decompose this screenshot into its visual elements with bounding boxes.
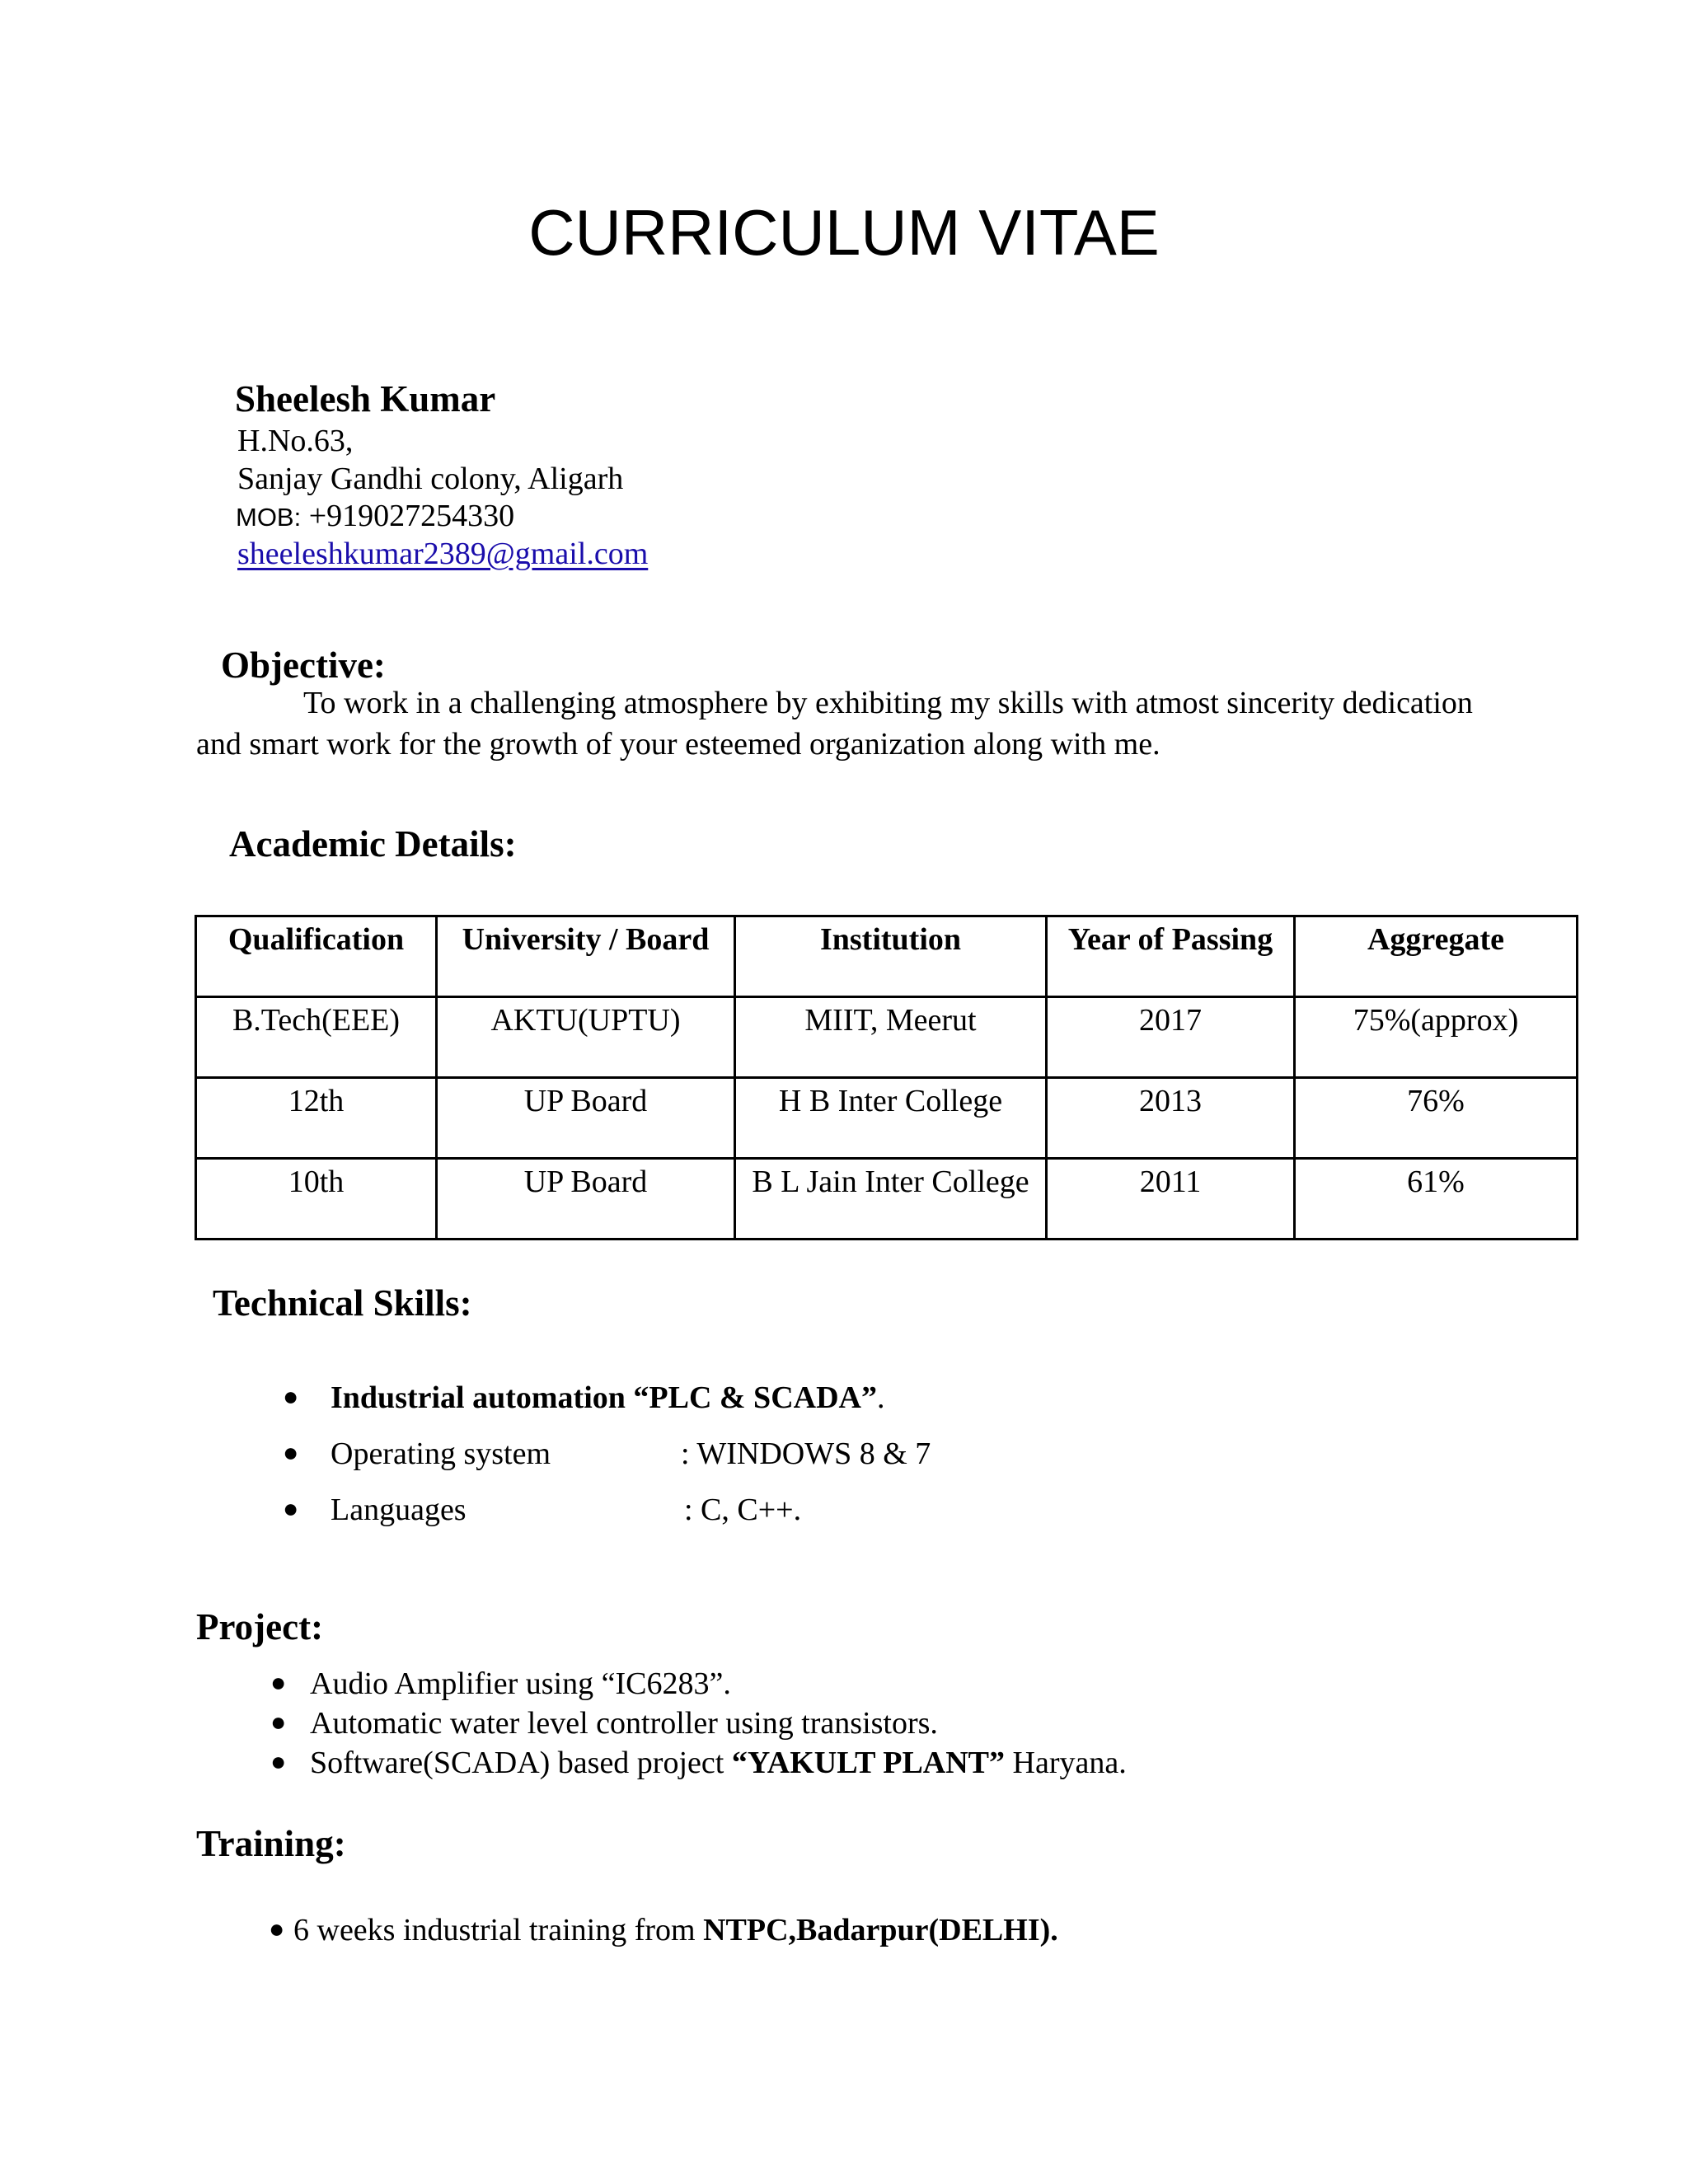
- table-cell: B.Tech(EEE): [196, 997, 437, 1078]
- table-cell: B L Jain Inter College: [735, 1159, 1047, 1240]
- mobile-number: +919027254330: [301, 499, 515, 533]
- table-cell: UP Board: [437, 1159, 735, 1240]
- list-item-value: : C, C++.: [684, 1493, 802, 1527]
- bullet-icon: ●: [283, 1493, 299, 1523]
- table-cell: 76%: [1295, 1078, 1578, 1159]
- mobile-label: MOB:: [236, 503, 302, 532]
- list-item: Software(SCADA) based project “YAKULT PLANT” Haryana.: [310, 1746, 1127, 1780]
- table-header-row: [196, 916, 1578, 997]
- candidate-name: Sheelesh Kumar: [235, 378, 496, 419]
- column-header: Qualification: [196, 916, 437, 997]
- column-header: Institution: [735, 916, 1047, 997]
- table-cell: 2017: [1047, 997, 1295, 1078]
- table-row: [196, 1159, 1578, 1240]
- column-header: Year of Passing: [1047, 916, 1295, 997]
- table-cell: 2013: [1047, 1078, 1295, 1159]
- training-heading: Training:: [196, 1823, 346, 1864]
- objective-heading: Objective:: [221, 644, 386, 686]
- table-cell: 2011: [1047, 1159, 1295, 1240]
- bullet-icon: ●: [270, 1746, 287, 1776]
- project-heading: Project:: [196, 1606, 324, 1647]
- list-item: Audio Amplifier using “IC6283”.: [310, 1666, 731, 1701]
- email-link[interactable]: sheeleshkumar2389@gmail.com: [237, 537, 649, 571]
- mobile-line: [236, 497, 514, 537]
- list-item: 6 weeks industrial training from NTPC,Badarpur(DELHI).: [293, 1913, 1058, 1947]
- academic-table: [195, 915, 1578, 1240]
- table-row: [196, 997, 1578, 1078]
- page-title: CURRICULUM VITAE: [528, 196, 1160, 269]
- bullet-icon: ●: [269, 1914, 285, 1943]
- bullet-icon: ●: [283, 1381, 299, 1411]
- bullet-icon: ●: [283, 1437, 299, 1467]
- list-item: Industrial automation “PLC & SCADA”.: [331, 1380, 885, 1415]
- objective-text: To work in a challenging atmosphere by exhibiting my skills with atmost sincerity dedication and smart work for the growth of your esteemed organization along with me.: [196, 686, 1473, 762]
- table-cell: 75%(approx): [1295, 997, 1578, 1078]
- technical-skills-heading: Technical Skills:: [213, 1282, 472, 1324]
- table-cell: 10th: [196, 1159, 437, 1240]
- table-cell: H B Inter College: [735, 1078, 1047, 1159]
- table-row: [196, 1078, 1578, 1159]
- table-cell: 12th: [196, 1078, 437, 1159]
- address-line-2: Sanjay Gandhi colony, Aligarh: [237, 462, 624, 496]
- list-item: Automatic water level controller using transistors.: [310, 1706, 938, 1741]
- bullet-icon: ●: [270, 1707, 287, 1736]
- list-item-label: Languages: [331, 1493, 467, 1527]
- table-cell: 61%: [1295, 1159, 1578, 1240]
- table-cell: AKTU(UPTU): [437, 997, 735, 1078]
- address-line-1: H.No.63,: [237, 424, 354, 458]
- table-cell: UP Board: [437, 1078, 735, 1159]
- academic-heading: Academic Details:: [229, 823, 517, 865]
- column-header: Aggregate: [1295, 916, 1578, 997]
- bullet-icon: ●: [270, 1667, 287, 1697]
- list-item-label: Operating system: [331, 1436, 551, 1471]
- list-item-value: : WINDOWS 8 & 7: [681, 1436, 931, 1471]
- column-header: University / Board: [437, 916, 735, 997]
- table-cell: MIIT, Meerut: [735, 997, 1047, 1078]
